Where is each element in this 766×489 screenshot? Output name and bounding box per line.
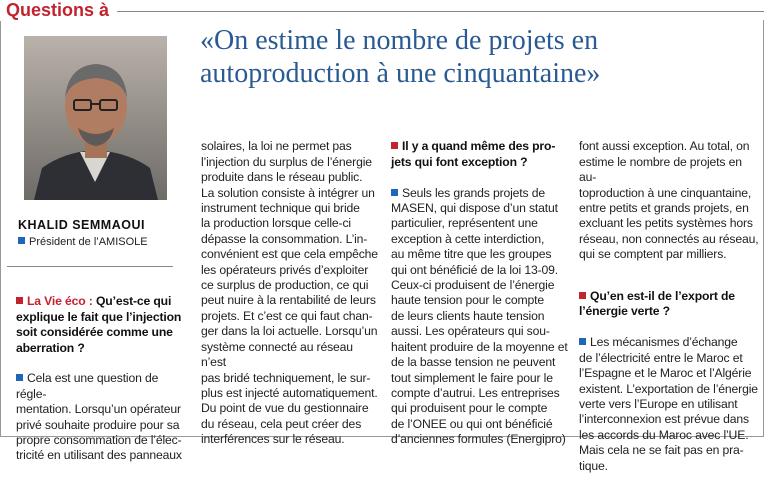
question-3 bbox=[579, 289, 761, 320]
answer-1 bbox=[16, 371, 184, 463]
question-1-brand: La Vie éco : bbox=[27, 294, 93, 309]
bullet-square-icon bbox=[579, 292, 586, 299]
bullet-square-icon bbox=[16, 374, 23, 381]
column-3 bbox=[391, 124, 569, 463]
answer-2-text: Seuls les grands projets de MASEN, qui dispose d’un statut particulier, représentent une exception à cette interdiction, au même titre que les groupes qui ont bénéficié de la loi 13-09. Ceux-ci produisent de l’énergie haute tension pour le compte de leurs clients haute tension aussi. Les opérateurs qui sou- haitent produire de la moyenne et de la basse tension ne peuvent tout simplement le faire pour le compte d’autrui. Les entreprises qui produisent pour le compte de l’ONEE ou qui ont bénéficié d’anciennes formules (Energipro) bbox=[391, 185, 568, 447]
answer-3-text: Les mécanismes d’échange de l’électricité entre le Maroc et l’Espagne et le Maroc et l’Algérie existent. L’exportation de l’énergie verte vers l’Europe en utilisant l’interconnexion est prévue dans les accords du Maroc avec l’UE. Mais cela ne se fait pas en pra- tique. bbox=[579, 335, 758, 473]
interviewee-name: KHALID SEMMAOUI bbox=[18, 218, 145, 232]
answer-3 bbox=[579, 335, 761, 474]
question-3-text: Qu’en est-il de l’export de l’énergie verte ? bbox=[579, 289, 735, 319]
column-4 bbox=[579, 124, 761, 489]
interviewee-photo bbox=[24, 36, 167, 200]
column-2 bbox=[201, 124, 379, 463]
bullet-square-icon bbox=[391, 142, 398, 149]
column-divider bbox=[7, 266, 173, 267]
portrait-illustration bbox=[24, 36, 167, 200]
bullet-square-icon bbox=[16, 297, 23, 304]
answer-2 bbox=[391, 186, 569, 448]
bullet-square-icon bbox=[18, 237, 25, 244]
top-rule bbox=[112, 11, 764, 12]
headline: «On estime le nombre de projets en autoproduction à une cinquantaine» bbox=[200, 25, 601, 89]
question-1-text: Qu’est-ce qui explique le fait que l’injection soit considérée comme une aberration ? bbox=[16, 294, 182, 355]
answer-1-continued: solaires, la loi ne permet pas l’injection du surplus de l’énergie produite dans le réseau public. La solution consiste à intégrer un instrument technique qui bride la production lorsque celle-ci dépasse la consommation. L’in- convénient est que cela empêche les opérateurs privés d’exploiter ce surplus de production, ce qui peut nuire à la rentabilité de leurs projets. Et c’est ce qui faut chan- ger dans la loi actuelle. Lorsqu’un système connecté au réseau n’est pas bridé techniquement, le sur- plus est injecté automatiquement. Du point de vue du gestionnaire du réseau, cela peut créer des interférences sur le réseau. bbox=[201, 139, 378, 447]
bullet-square-icon bbox=[579, 338, 586, 345]
question-1 bbox=[16, 294, 184, 356]
answer-2-continued: font aussi exception. Au total, on estime le nombre de projets en au- toproduction à une cinquantaine, entre petits et grands projets, en excluant les petits systèmes hors réseau, non connectés au réseau, qui se comptent par milliers. bbox=[579, 139, 759, 262]
column-1 bbox=[16, 279, 184, 479]
interviewee-role bbox=[18, 236, 148, 248]
section-tag: Questions à bbox=[0, 0, 117, 21]
bullet-square-icon bbox=[391, 189, 398, 196]
answer-1-text: Cela est une question de régle- mentation. Lorsqu’un opérateur privé souhaite produire pour sa propre consommation de l’élec- tricité en utilisant des panneaux bbox=[16, 371, 182, 463]
question-2 bbox=[391, 139, 569, 170]
question-2-text: Il y a quand même des pro- jets qui font exception ? bbox=[391, 139, 556, 169]
interviewee-role-text: Président de l’AMISOLE bbox=[29, 236, 148, 248]
